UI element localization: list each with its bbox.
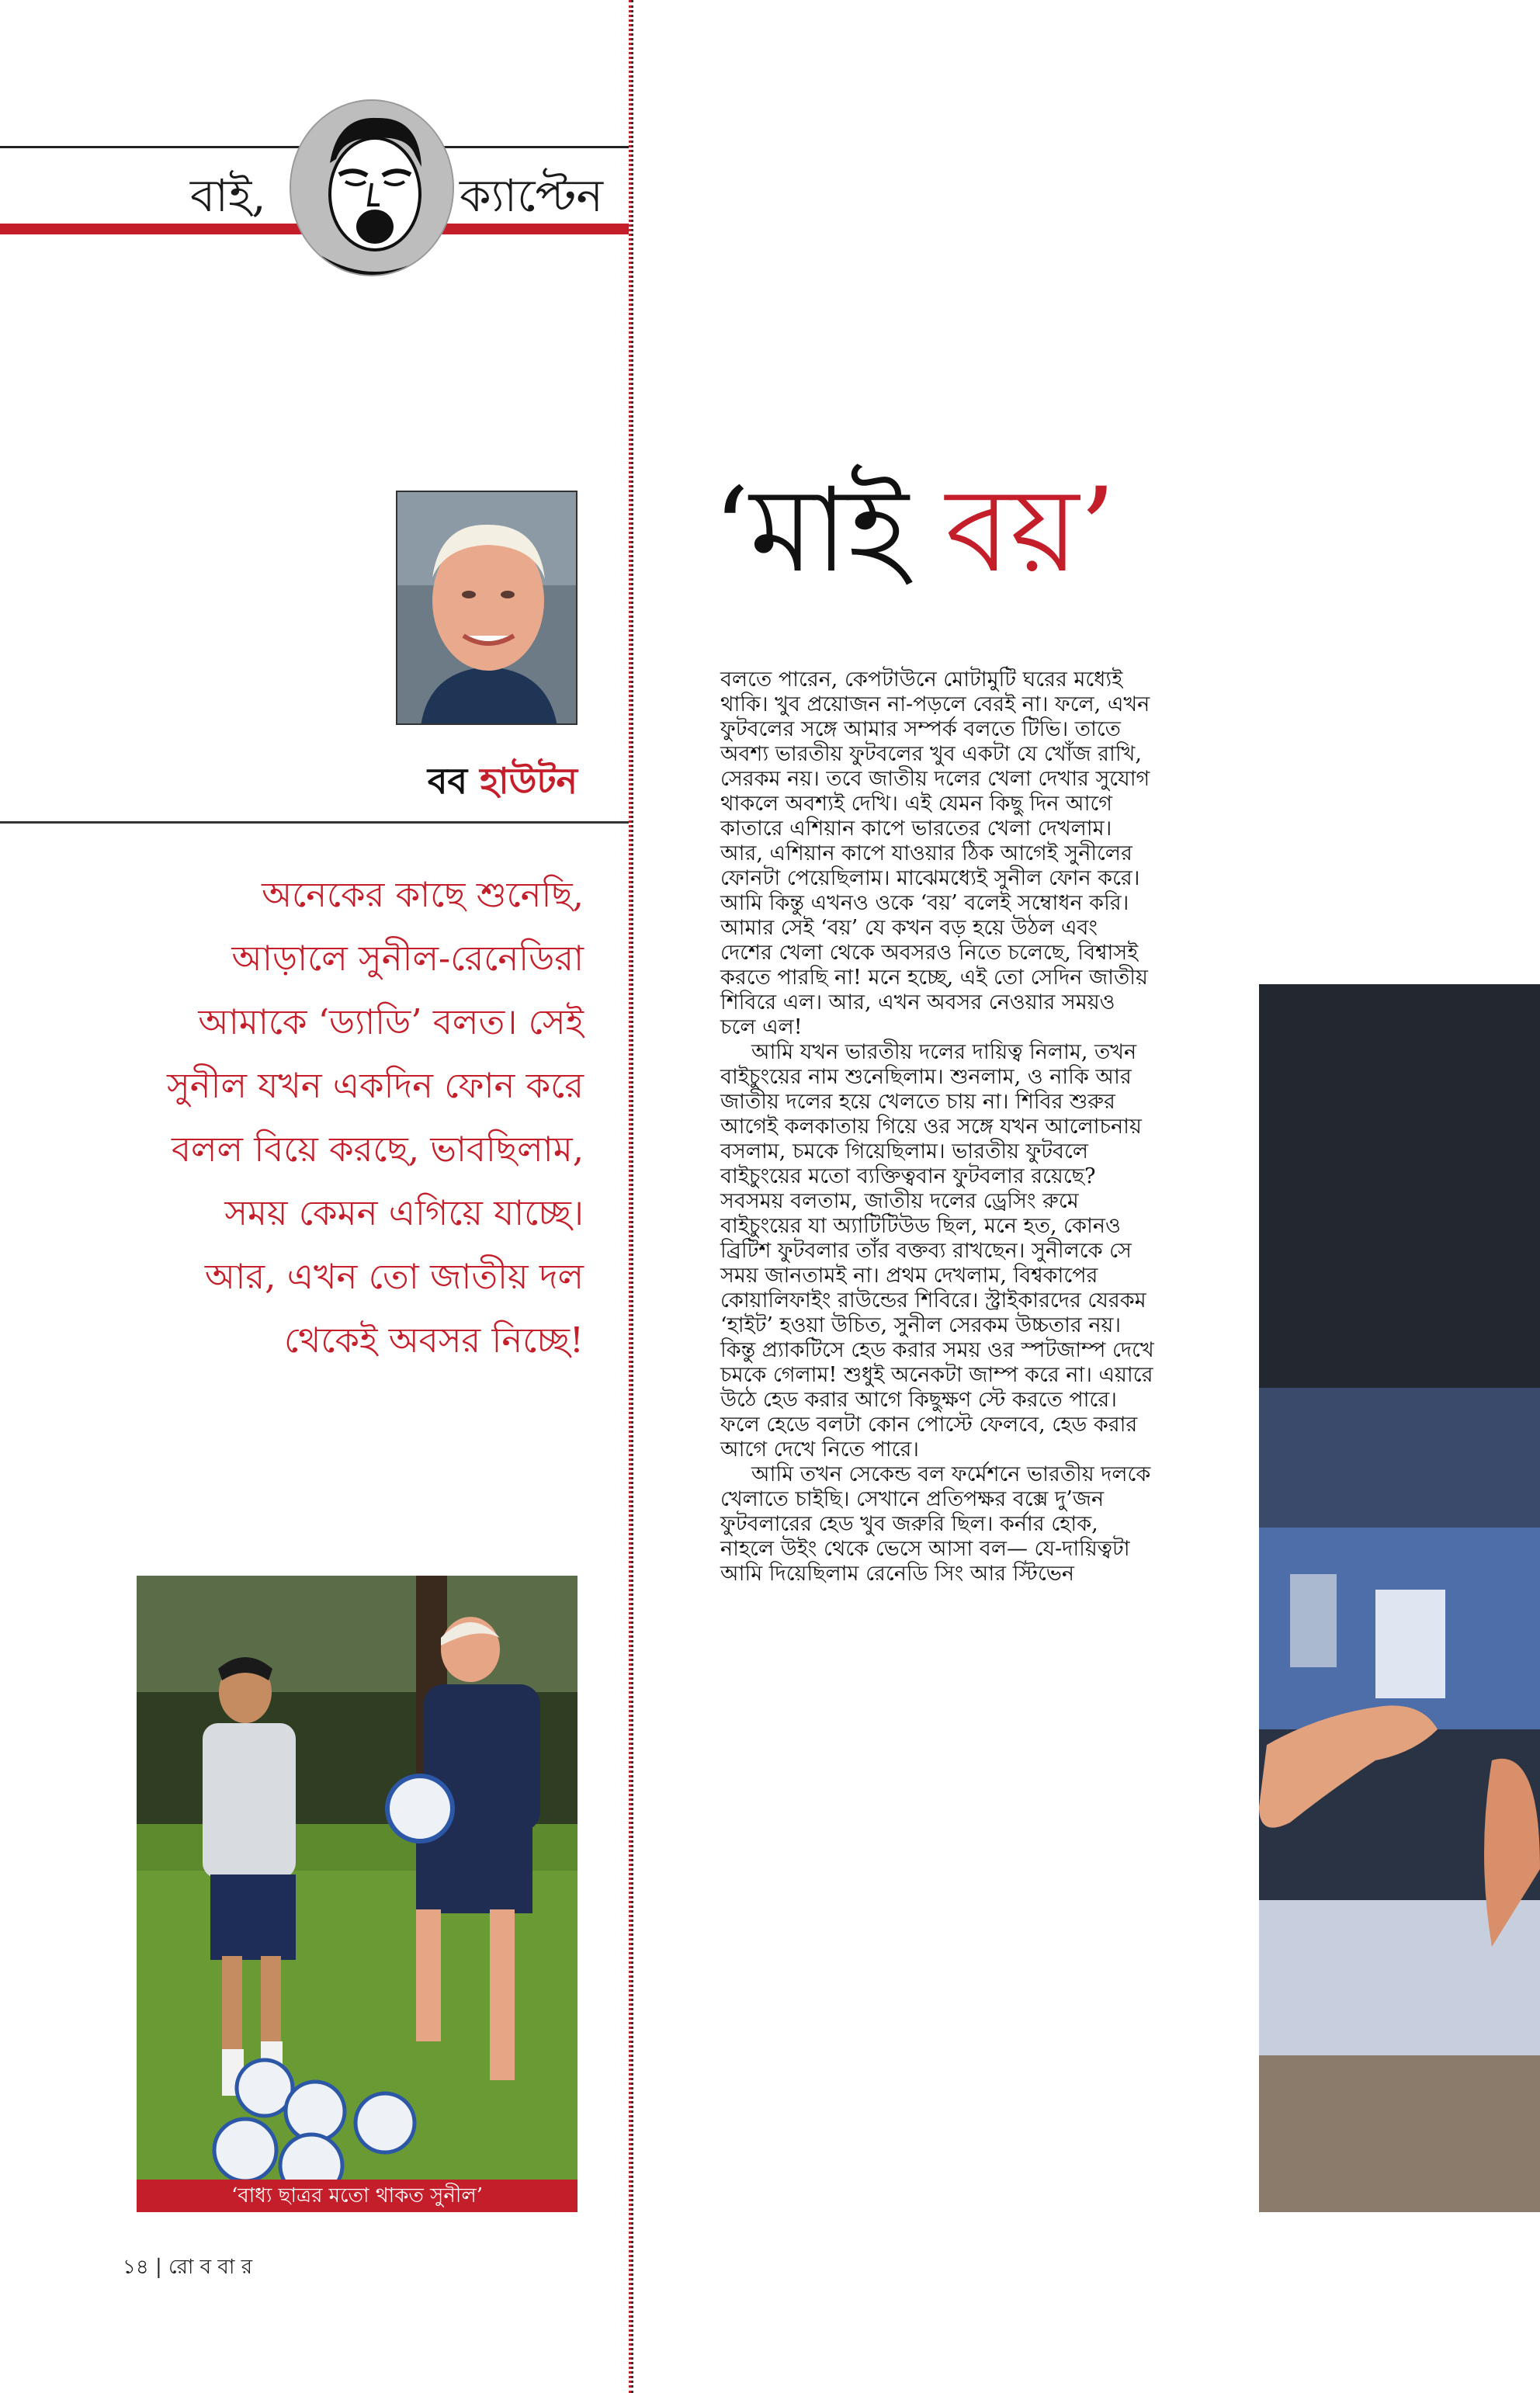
column-divider (629, 0, 633, 2393)
author-portrait (396, 491, 578, 725)
headline (713, 461, 1116, 601)
page-folio: ১৪ | রো ব বা র (123, 2256, 252, 2279)
player-photo (1259, 984, 1540, 2212)
header-left-word: বাই, (190, 169, 266, 222)
headline-part-2: বয়’ (945, 463, 1116, 598)
author-name (295, 754, 578, 813)
author-last-name: হাউটন (480, 760, 578, 802)
training-photo (137, 1576, 578, 2212)
author-rule (0, 821, 629, 824)
paragraph-3: আমি তখন সেকেন্ড বল ফর্মেশনে ভারতীয় দলকে খেলাতে চাইছি। সেখানে প্রতিপক্ষর বক্সে দু’জন ফুটবলারের হেড খুব জরুরি ছিল। কর্নার হোক, নাহলে উইং থেকে ভেসে আসা বল— যে-দায়িত্বটা আমি দিয়েছিলাম রেনেডি সিং আর স্টিভেন (720, 1462, 1151, 1586)
cartoon-face-icon (290, 99, 454, 276)
pull-quote: অনেকের কাছে শুনেছি, আড়ালে সুনীল-রেনেডিরা আমাকে ‘ড্যাডি’ বলত। সেই সুনীল যখন একদিন ফোন করে বলল বিয়ে করছে, ভাবছিলাম, সময় কেমন এগিয়ে যাচ্ছে। আর, এখন তো জাতীয় দল থেকেই অবসর নিচ্ছে! (166, 874, 584, 1361)
article-body (720, 668, 1155, 1587)
photo-caption: ‘বাধ্য ছাত্রর মতো থাকত সুনীল’ (137, 2180, 578, 2212)
headline-part-1: ‘মাই (713, 463, 909, 598)
paragraph-2: আমি যখন ভারতীয় দলের দায়িত্ব নিলাম, তখন বাইচুংয়ের নাম শুনেছিলাম। শুনলাম, ও নাকি আর জাতীয় দলের হয়ে খেলতে চায় না। শিবির শুরুর আগেই কলকাতায় গিয়ে ওর সঙ্গে যখন আলোচনায় বসলাম, চমকে গিয়েছিলাম। ভারতীয় ফুটবলে বাইচুংয়ের মতো ব্যক্তিত্ববান ফুটবলার রয়েছে? সবসময় বলতাম, জাতীয় দলের ড্রেসিং রুমে বাইচুংয়ের যা অ্যাটিটিউড ছিল, মনে হত, কোনও ব্রিটিশ ফুটবলার তাঁর বক্তব্য রাখছেন। সুনীলকে সে সময় জানতামই না। প্রথম দেখলাম, বিশ্বকাপের কোয়ালিফাইং রাউন্ডের শিবিরে। স্ট্রাইকারদের যেরকম ‘হাইট’ হওয়া উচিত, সুনীল সেরকম উচ্চতার নয়। কিন্তু প্র্যাকটিসে হেড করার সময় ওর স্পটজাম্প দেখে চমকে গেলাম! শুধুই অনেকটা জাম্প করে না। এয়ারে উঠে হেড করার আগে কিছুক্ষণ স্টে করতে পারে। ফলে হেডে বলটা কোন পোস্টে ফেলবে, হেড করার আগে দেখে নিতে পারে। (720, 1040, 1154, 1462)
author-first-name: বব (427, 760, 468, 802)
header-right-word: ক্যাপ্টেন (460, 169, 604, 222)
paragraph-1: বলতে পারেন, কেপটাউনে মোটামুটি ঘরের মধ্যেই থাকি। খুব প্রয়োজন না-পড়লে বেরই না। ফলে, এখন ফুটবলের সঙ্গে আমার সম্পর্ক বলতে টিভি। তাতে অবশ্য ভারতীয় ফুটবলের খুব একটা যে খোঁজ রাখি, সেরকম নয়। তবে জাতীয় দলের খেলা দেখার সুযোগ থাকলে অবশ্যই দেখি। এই যেমন কিছু দিন আগে কাতারে এশিয়ান কাপে ভারতের খেলা দেখলাম। আর, এশিয়ান কাপে যাওয়ার ঠিক আগেই সুনীলের ফোনটা পেয়েছিলাম। মাঝেমধ্যেই সুনীল ফোন করে। আমি কিন্তু এখনও ওকে ‘বয়’ বলেই সম্বোধন করি। আমার সেই ‘বয়’ যে কখন বড় হয়ে উঠল এবং দেশের খেলা থেকে অবসরও নিতে চলেছে, বিশ্বাসই করতে পারছি না! মনে হচ্ছে, এই তো সেদিন জাতীয় শিবিরে এল। আর, এখন অবসর নেওয়ার সময়ও চলে এল! (720, 668, 1150, 1039)
